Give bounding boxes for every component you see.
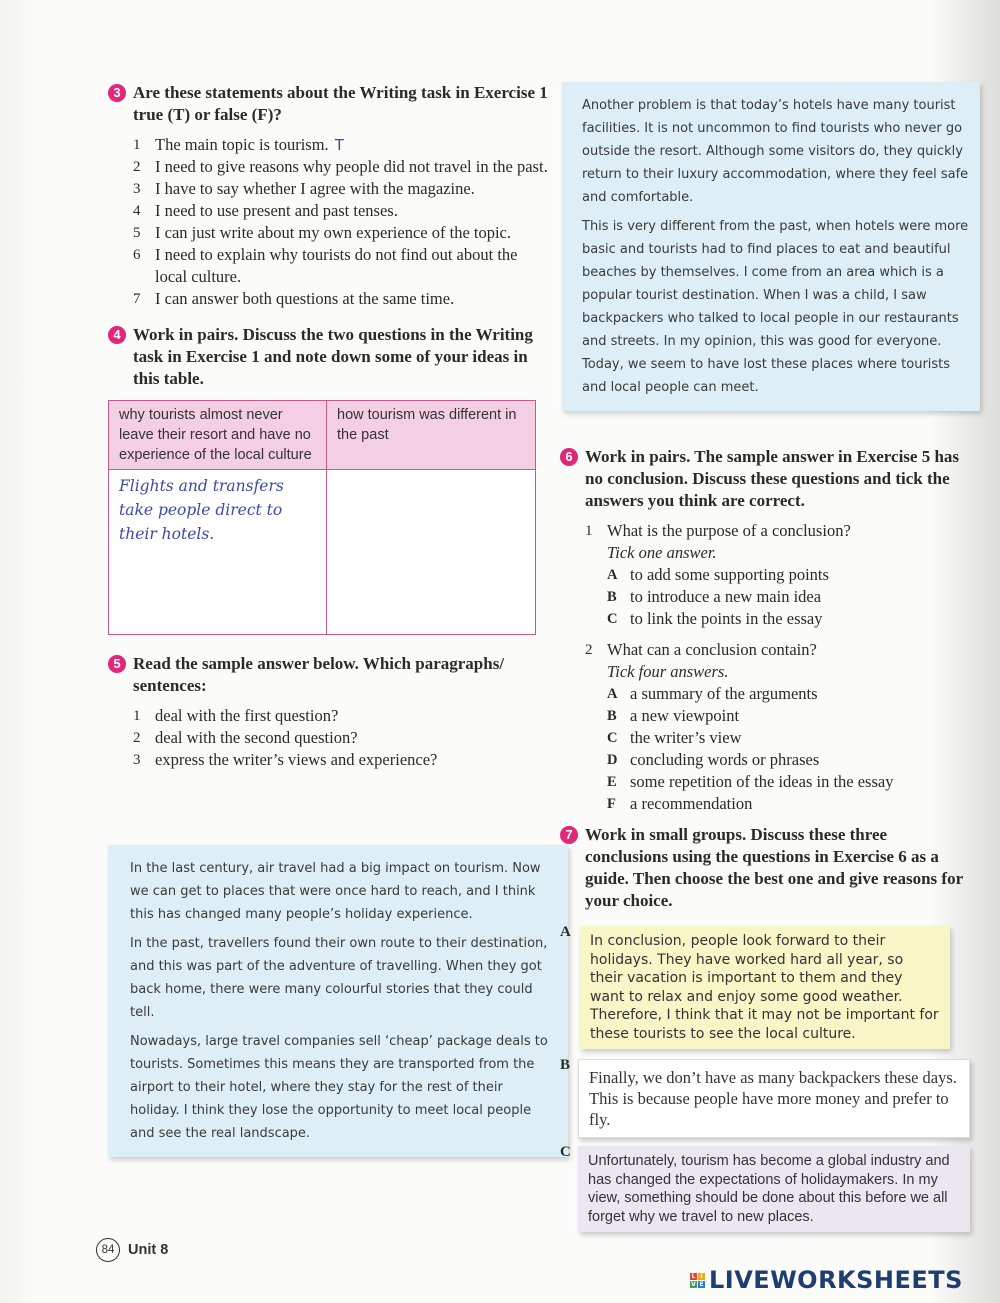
answer-option[interactable]: E some repetition of the ideas in the essay <box>607 772 894 791</box>
table-answer-cell[interactable] <box>109 470 327 635</box>
conclusion-text: In conclusion, people look forward to their holidays. They have worked hard all year, so their vacation is important to them and they want to relax and enjoy some good weather. Therefore, I think that it may not be important for these tourists to see the local culture. <box>590 933 939 1042</box>
list-item: 1 deal with the first question? <box>133 706 339 725</box>
handwritten-answer[interactable]: T <box>334 136 344 154</box>
page-footer <box>96 1238 168 1262</box>
answer-options <box>607 683 970 815</box>
sample-paragraph: In the past, travellers found their own route to their destination, and this was part of the adventure of travelling. When they got back home, there were many colourful stories that they could tell. <box>130 936 548 1020</box>
list-item: 1 The main topic is tourism. T <box>133 135 344 154</box>
question-item: 2 What can a conclusion contain? Tick four answers. A a summary of the arguments B a new viewpoint C the writer’s view D concluding words or phrases E some repetition of the ideas in the essay F a recommendation <box>560 639 970 815</box>
conclusion-c-box <box>578 1146 970 1232</box>
sample-paragraph: Another problem is that today’s hotels have many tourist facilities. It is not uncommon to find tourists who never go outside the resort. Although some visitors do, they quickly return to their luxury accommodation, where they feel safe and comfortable. <box>582 98 969 205</box>
answer-option[interactable]: C to link the points in the essay <box>607 609 823 628</box>
sample-answer-part-2 <box>562 82 980 411</box>
conclusion-label-c: C <box>560 1144 571 1160</box>
sample-paragraph: In the last century, air travel had a big impact on tourism. Now we can get to places that were once hard to reach, and I think this has changed many people’s holiday experience. <box>130 861 541 922</box>
list-item: 5 I can just write about my own experience of the topic. <box>133 223 512 242</box>
exercise-number-badge: 7 <box>560 826 578 844</box>
exercise-4-heading <box>108 324 548 390</box>
liveworksheets-wordmark: LIVEWORKSHEETS <box>709 1266 963 1294</box>
table-header-cell: why tourists almost never leave their resort and have no experience of the local culture <box>109 401 327 470</box>
question-instruction: Tick one answer. <box>607 543 717 562</box>
list-item: 3 express the writer’s views and experience? <box>133 750 438 769</box>
answer-option[interactable]: F a recommendation <box>607 794 753 813</box>
conclusion-b-box <box>578 1059 970 1138</box>
page-number: 84 <box>96 1238 120 1262</box>
exercise-3-title: Are these statements about the Writing task in Exercise 1 true (T) or false (F)? <box>133 83 548 124</box>
answer-option[interactable]: A a summary of the arguments <box>607 684 818 703</box>
sample-answer-part-1 <box>108 845 571 1157</box>
conclusion-label-a: A <box>560 924 571 940</box>
right-column <box>560 446 970 912</box>
table-header-cell: how tourism was different in the past <box>327 401 536 470</box>
question-text: What is the purpose of a conclusion? <box>607 521 851 540</box>
left-column <box>108 82 548 771</box>
exercise-5-title: Read the sample answer below. Which paragraphs/ sentences: <box>133 654 505 695</box>
exercise-6-questions <box>560 520 970 815</box>
question-instruction: Tick four answers. <box>607 662 729 681</box>
answer-options <box>607 564 970 630</box>
conclusion-label-b: B <box>560 1057 571 1073</box>
liveworksheets-icon: L I V E <box>691 1272 704 1288</box>
list-item: 2 deal with the second question? <box>133 728 358 747</box>
table-row <box>109 470 536 635</box>
answer-option[interactable]: A to add some supporting points <box>607 565 829 584</box>
ideas-table <box>108 400 536 635</box>
exercise-4 <box>108 324 548 635</box>
answer-option[interactable]: B a new viewpoint <box>607 706 740 725</box>
exercise-number-badge: 5 <box>108 655 126 673</box>
exercise-5-list <box>108 705 548 771</box>
exercise-number-badge: 4 <box>108 326 126 344</box>
exercise-3-heading <box>108 82 548 126</box>
list-item: 7 I can answer both questions at the same time. <box>133 289 455 308</box>
list-item: 3 I have to say whether I agree with the magazine. <box>133 179 475 198</box>
conclusion-text: Unfortunately, tourism has become a global industry and has changed the expectations of holidaymakers. In my view, something should be done about this before we all forget why we travel to new places. <box>588 1153 950 1225</box>
answer-option[interactable]: B to introduce a new main idea <box>607 587 822 606</box>
list-item: 4 I need to use present and past tenses. <box>133 201 398 220</box>
answer-option[interactable]: C the writer’s view <box>607 728 742 747</box>
exercise-5 <box>108 653 548 771</box>
exercise-3-list <box>108 134 548 310</box>
exercise-7-title: Work in small groups. Discuss these three conclusions using the questions in Exercise 6 as a guide. Then choose the best one and give reasons for your choice. <box>585 825 963 910</box>
exercise-3 <box>108 82 548 310</box>
table-header-row <box>109 401 536 470</box>
sample-paragraph: Nowadays, large travel companies sell ‘cheap’ package deals to tourists. Sometimes this means they are transported from the airport to their hotel, where they stay for the rest of their holiday. I think they lose the opportunity to meet local people and see the real landscape. <box>130 1034 548 1141</box>
question-item: 1 What is the purpose of a conclusion? Tick one answer. A to add some supporting points B to introduce a new main idea C to link the points in the essay <box>560 520 970 630</box>
table-answer-cell[interactable] <box>327 470 536 635</box>
unit-label: Unit 8 <box>128 1242 169 1258</box>
exercise-7 <box>560 824 970 912</box>
question-text: What can a conclusion contain? <box>607 640 817 659</box>
exercise-5-heading <box>108 653 548 697</box>
exercise-number-badge: 6 <box>560 448 578 466</box>
list-item: 6 I need to explain why tourists do not find out about the local culture. <box>133 245 518 286</box>
sample-paragraph: This is very different from the past, when hotels were more basic and tourists had to find places to eat and beautiful beaches by themselves. I come from an area which is a popular tourist destination. When I was a child, I saw backpackers who talked to local people in our restaurants and streets. In my opinion, this was good for everyone. Today, we seem to have lost these places where tourists and local people can meet. <box>582 219 969 395</box>
conclusion-a-box <box>580 926 950 1049</box>
exercise-7-heading <box>560 824 970 912</box>
list-item: 2 I need to give reasons why people did not travel in the past. <box>133 157 548 176</box>
exercise-6-heading <box>560 446 970 512</box>
liveworksheets-logo <box>690 1266 963 1294</box>
conclusion-text: Finally, we don’t have as many backpackers these days. This is because people have more money and prefer to fly. <box>589 1068 957 1129</box>
exercise-number-badge: 3 <box>108 84 126 102</box>
exercise-4-title: Work in pairs. Discuss the two questions in the Writing task in Exercise 1 and note down some of your ideas in this table. <box>133 325 533 388</box>
exercise-6-title: Work in pairs. The sample answer in Exercise 5 has no conclusion. Discuss these questions and tick the answers you think are correct. <box>585 447 960 510</box>
handwritten-answer: Flights and transfers take people direct to their hotels. <box>119 477 284 543</box>
answer-option[interactable]: D concluding words or phrases <box>607 750 820 769</box>
exercise-6 <box>560 446 970 815</box>
